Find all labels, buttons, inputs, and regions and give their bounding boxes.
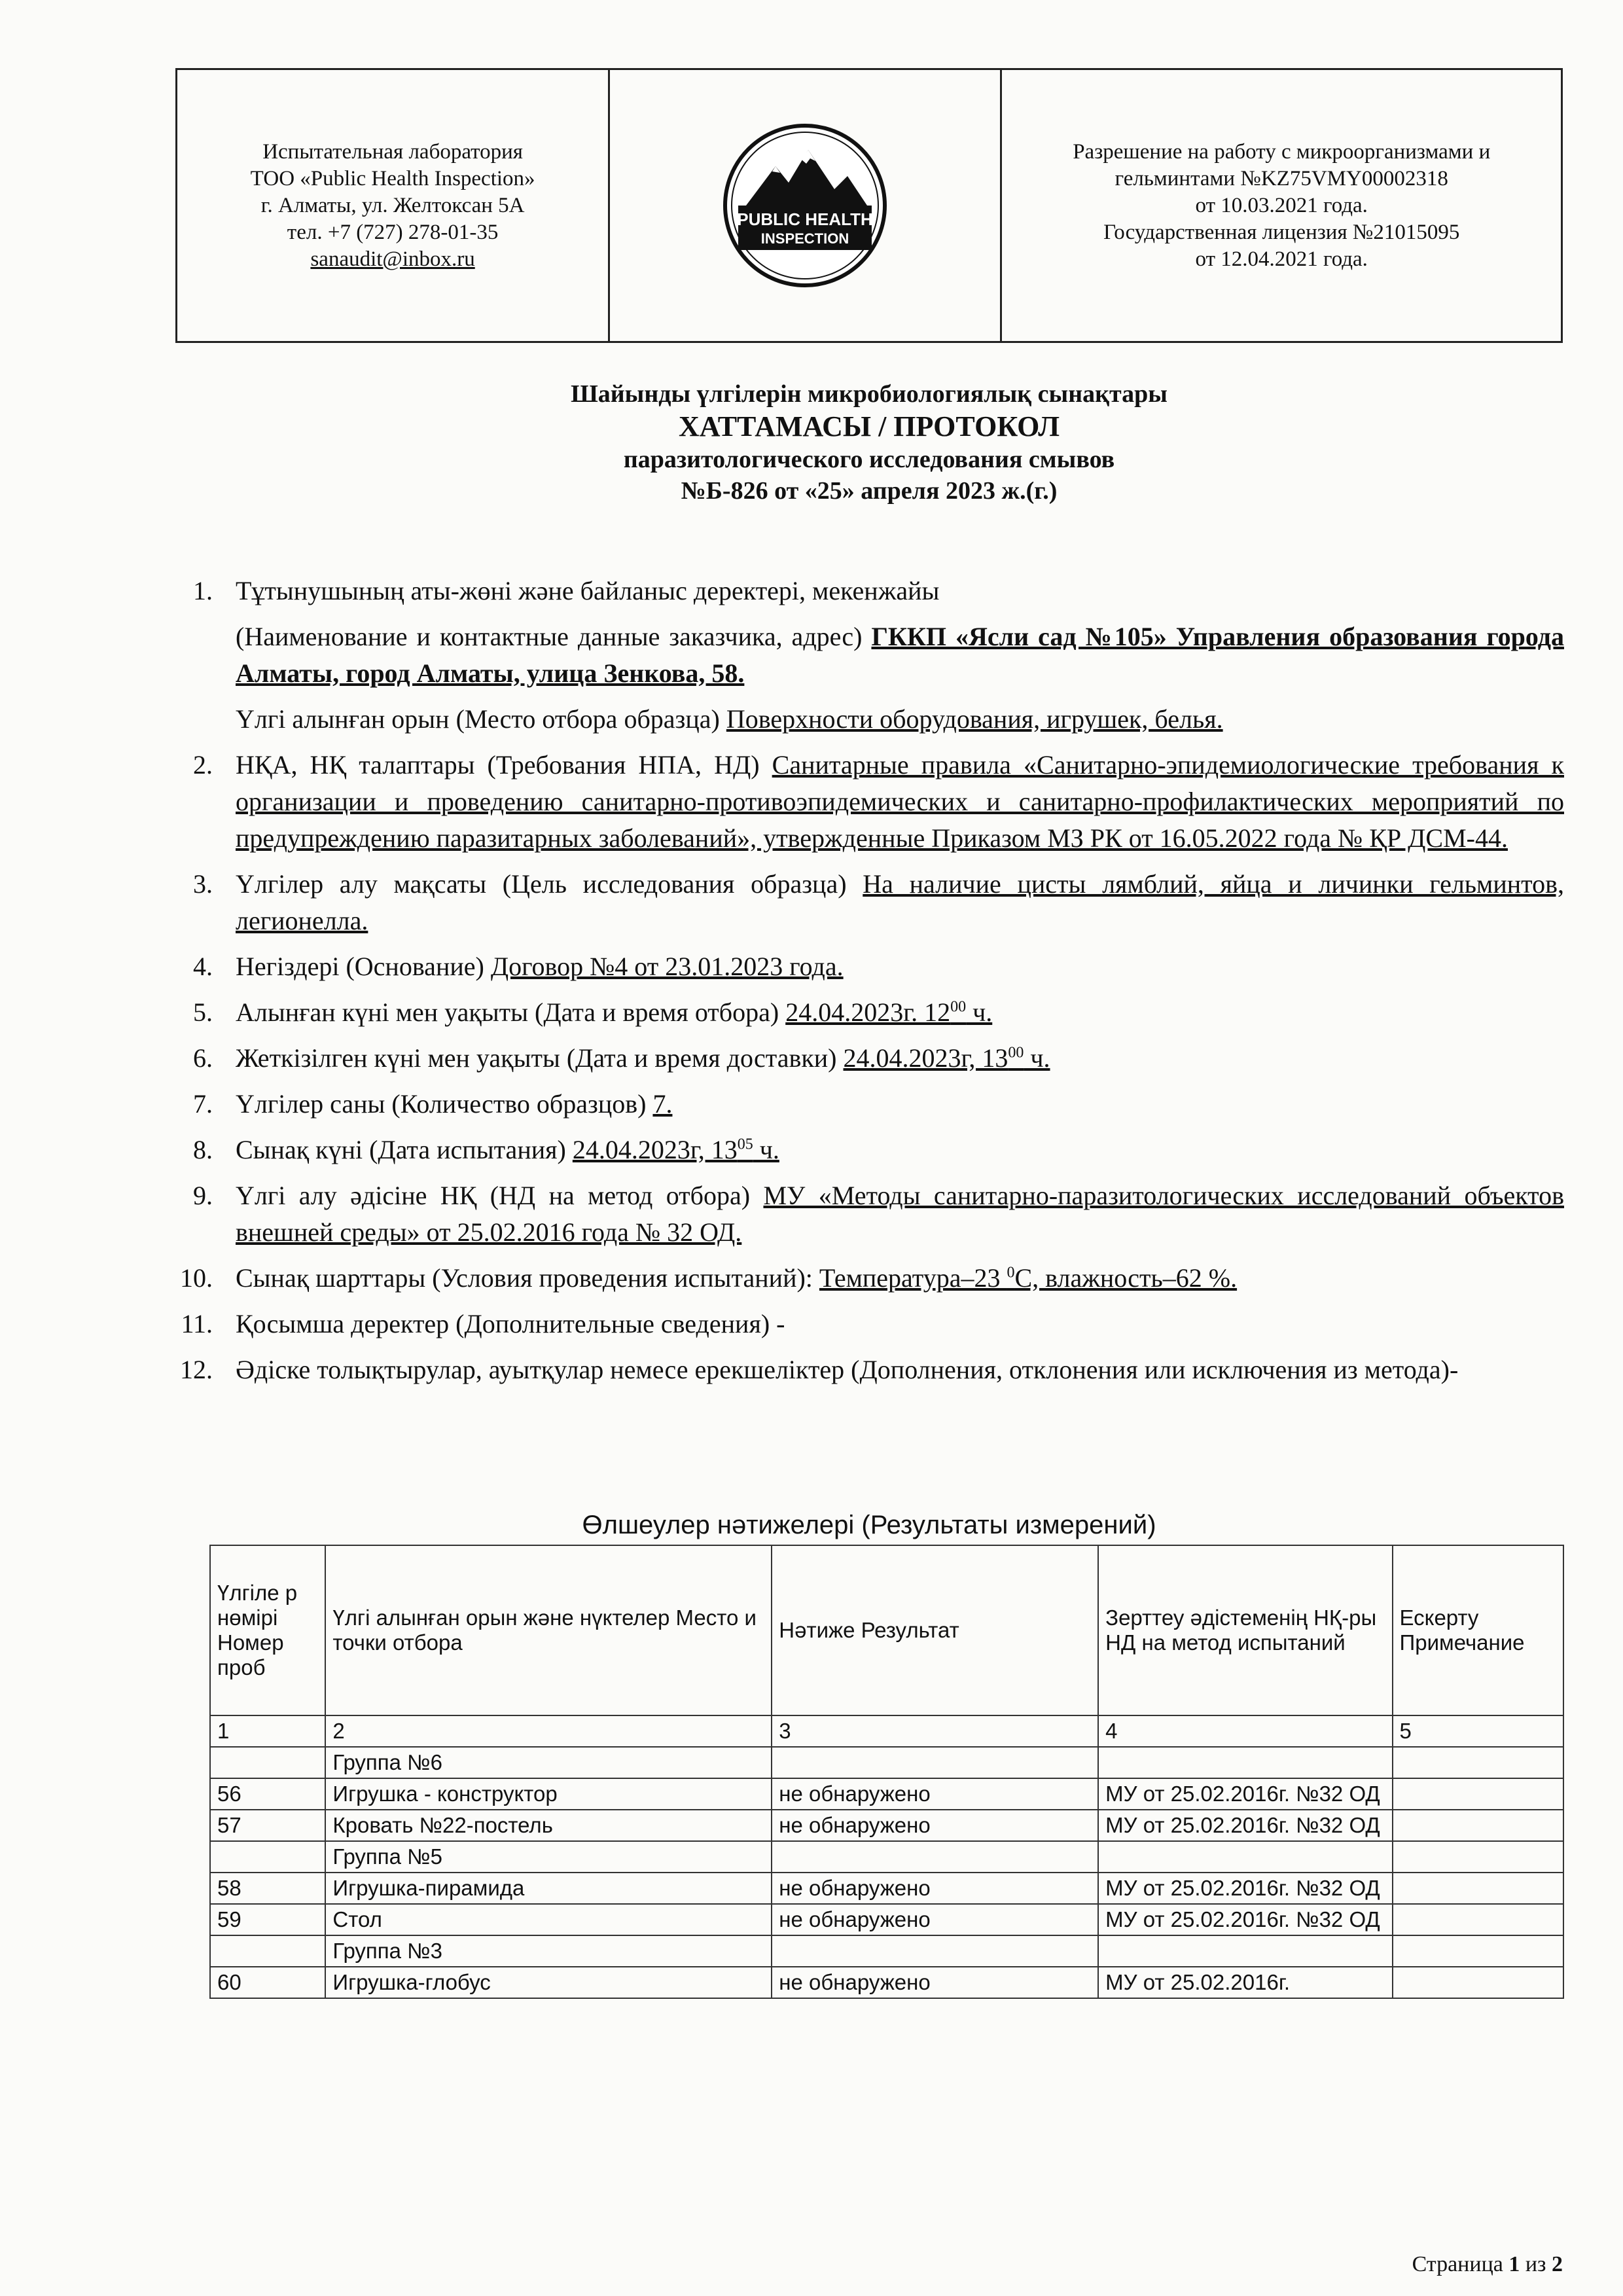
table-row xyxy=(210,1778,1563,1810)
lab-line: тел. +7 (727) 278-01-35 xyxy=(287,220,499,244)
result-value xyxy=(772,1935,1098,1967)
title-subject: паразитологического исследования смывов xyxy=(623,446,1115,473)
result-value: не обнаружено xyxy=(772,1967,1098,1998)
permit-line: Разрешение на работу с микроорганизмами и xyxy=(1073,139,1491,164)
item-number: 7. xyxy=(193,1089,213,1119)
item-purpose xyxy=(193,866,1564,939)
item-delivery-date xyxy=(193,1040,1564,1077)
sampling-place: Игрушка-глобус xyxy=(325,1967,772,1998)
sampling-place: Группа №3 xyxy=(325,1935,772,1967)
lab-info xyxy=(177,69,609,342)
header-sampling-place: Үлгі алынған орын және нүктелер Место и точки отбора xyxy=(325,1545,772,1715)
sample-number: 57 xyxy=(210,1810,325,1841)
table-row xyxy=(210,1873,1563,1904)
item-label: Үлгі алынған орын (Место отбора образца) xyxy=(236,704,726,734)
sample-number xyxy=(210,1935,325,1967)
sampling-method-value: МУ «Методы санитарно-паразитологических исследований объектов внешней среды» от 25.02.2016 года № 32 ОД. xyxy=(236,1181,1564,1247)
email-link[interactable]: sanaudit@inbox.ru xyxy=(310,247,475,271)
item-number: 10. xyxy=(180,1263,213,1293)
sampling-place xyxy=(196,701,1564,738)
table-row xyxy=(210,1904,1563,1935)
item-number: 8. xyxy=(193,1135,213,1164)
permit-line: Государственная лицензия №21015095 xyxy=(1103,220,1460,244)
test-date-value: 24.04.2023г, 13 xyxy=(572,1135,738,1164)
method-value: МУ от 25.02.2016г. №32 ОД xyxy=(1098,1778,1392,1810)
lab-line: г. Алматы, ул. Желтоксан 5А xyxy=(260,193,525,217)
item-test-date xyxy=(193,1132,1564,1168)
sample-number xyxy=(210,1841,325,1873)
item-basis xyxy=(193,948,1564,985)
time-unit: ч. xyxy=(1024,1043,1050,1073)
item-customer xyxy=(193,573,1564,609)
item-label: Жеткізілген күні мен уақыты (Дата и время доставки) xyxy=(236,1043,844,1073)
item-number: 11. xyxy=(181,1309,213,1338)
index-cell: 2 xyxy=(325,1715,772,1747)
method-value: МУ от 25.02.2016г. №32 ОД xyxy=(1098,1904,1392,1935)
page-label: Страница xyxy=(1412,2252,1509,2276)
title-protocol: ХАТТАМАСЫ / ПРОТОКОЛ xyxy=(679,410,1060,442)
permit-line: от 12.04.2021 года. xyxy=(1195,247,1368,271)
results-index-row xyxy=(210,1715,1563,1747)
index-cell: 5 xyxy=(1393,1715,1564,1747)
method-value xyxy=(1098,1935,1392,1967)
sample-number: 59 xyxy=(210,1904,325,1935)
requirements-value: Санитарные правила «Санитарно-эпидемиологические требования к организации и проведению санитарно-противоэпидемических и санитарно-профилактических мероприятий по предупреждению паразитарных заболеваний», утвержденные Приказом МЗ РК от 16.05.2022 года № ҚР ДСМ-44. xyxy=(236,750,1564,853)
logo-text-line1: PUBLIC HEALTH xyxy=(737,209,874,229)
item-sampling-date xyxy=(193,994,1564,1031)
item-sample-count xyxy=(193,1086,1564,1122)
index-cell: 1 xyxy=(210,1715,325,1747)
result-value: не обнаружено xyxy=(772,1810,1098,1841)
permit-line: от 10.03.2021 года. xyxy=(1195,193,1368,217)
sampling-place: Игрушка - конструктор xyxy=(325,1778,772,1810)
temperature-value: Температура–23 xyxy=(819,1263,1007,1293)
item-label: Сынақ күні (Дата испытания) xyxy=(236,1135,573,1164)
lab-line: Испытательная лаборатория xyxy=(262,139,523,164)
group-row xyxy=(210,1747,1563,1778)
sampling-place: Кровать №22-постель xyxy=(325,1810,772,1841)
index-cell: 4 xyxy=(1098,1715,1392,1747)
method-value: МУ от 25.02.2016г. №32 ОД xyxy=(1098,1873,1392,1904)
item-label: НҚА, НҚ талаптары (Требования НПА, НД) xyxy=(236,750,772,780)
time-unit: ч. xyxy=(966,997,993,1027)
note-value xyxy=(1393,1935,1564,1967)
results-header-row xyxy=(210,1545,1563,1715)
time-minutes: 05 xyxy=(737,1136,753,1153)
header-sample-number: Үлгіле р нөмірі Номер проб xyxy=(210,1545,325,1715)
item-label: Әдіске толықтырулар, ауытқулар немесе ерекшеліктер (Дополнения, отклонения или исключения из метода)- xyxy=(236,1355,1459,1384)
method-value: МУ от 25.02.2016г. №32 ОД xyxy=(1098,1810,1392,1841)
page-current: 1 xyxy=(1508,2252,1520,2276)
item-label: Тұтынушының аты-жөні және байланыс деректері, мекенжайы xyxy=(236,576,940,605)
index-cell: 3 xyxy=(772,1715,1098,1747)
title-number-date: №Б-826 от «25» апреля 2023 ж.(г.) xyxy=(681,477,1058,505)
item-number: 12. xyxy=(180,1355,213,1384)
table-row xyxy=(210,1967,1563,1998)
sampling-place-value: Поверхности оборудования, игрушек, белья. xyxy=(726,704,1223,734)
sample-number: 60 xyxy=(210,1967,325,1998)
protocol-items xyxy=(180,573,1564,1397)
item-test-conditions xyxy=(180,1260,1564,1297)
item-label: Үлгілер алу мақсаты (Цель исследования образца) xyxy=(236,869,863,899)
header-note: Ескерту Примечание xyxy=(1393,1545,1564,1715)
sampling-place: Группа №5 xyxy=(325,1841,772,1873)
header-table xyxy=(175,68,1563,343)
humidity-value: С, влажность–62 %. xyxy=(1014,1263,1238,1293)
item-label: Негіздері (Основание) xyxy=(236,952,491,981)
item-number: 6. xyxy=(193,1043,213,1073)
item-number: 2. xyxy=(193,750,213,780)
permit-info xyxy=(1001,69,1562,342)
note-value xyxy=(1393,1904,1564,1935)
item-label: Қосымша деректер (Дополнительные сведения) - xyxy=(236,1309,785,1338)
item-number: 5. xyxy=(193,997,213,1027)
purpose-value: На наличие цисты лямблий, яйца и личинки гельминтов, легионелла. xyxy=(236,869,1564,935)
sampling-place: Группа №6 xyxy=(325,1747,772,1778)
result-value: не обнаружено xyxy=(772,1904,1098,1935)
results-caption: Өлшеулер нәтижелері (Результаты измерений) xyxy=(582,1511,1156,1539)
note-value xyxy=(1393,1778,1564,1810)
item-method-deviations xyxy=(180,1352,1564,1388)
result-value: не обнаружено xyxy=(772,1778,1098,1810)
note-value xyxy=(1393,1841,1564,1873)
result-value: не обнаружено xyxy=(772,1873,1098,1904)
sample-number xyxy=(210,1747,325,1778)
note-value xyxy=(1393,1873,1564,1904)
logo-cell xyxy=(609,69,1001,342)
customer-value: ГККП «Ясли сад №105» Управления образования города Алматы, город Алматы, улица Зенкова, 58. xyxy=(236,622,1564,688)
item-label: Үлгі алу әдісіне НҚ (НД на метод отбора) xyxy=(236,1181,764,1210)
header-method: Зерттеу әдістеменің НҚ-ры НД на метод испытаний xyxy=(1098,1545,1392,1715)
item-label: Сынақ шарттары (Условия проведения испытаний): xyxy=(236,1263,819,1293)
item-number: 1. xyxy=(193,576,213,605)
method-value xyxy=(1098,1841,1392,1873)
title-line-kz: Шайынды үлгілерін микробиологиялық сынақтары xyxy=(571,380,1168,408)
note-value xyxy=(1393,1967,1564,1998)
result-value xyxy=(772,1747,1098,1778)
item-number: 9. xyxy=(193,1181,213,1210)
item-number: 4. xyxy=(193,952,213,981)
basis-value: Договор №4 от 23.01.2023 года. xyxy=(490,952,844,981)
group-row xyxy=(210,1841,1563,1873)
group-row xyxy=(210,1935,1563,1967)
logo-text-line2: INSPECTION xyxy=(761,230,849,247)
page-separator: из xyxy=(1520,2252,1552,2276)
delivery-date-value: 24.04.2023г, 13 xyxy=(843,1043,1008,1073)
document-title xyxy=(175,378,1563,507)
result-value xyxy=(772,1841,1098,1873)
method-value xyxy=(1098,1747,1392,1778)
item-requirements xyxy=(193,747,1564,857)
sample-number: 58 xyxy=(210,1873,325,1904)
table-row xyxy=(210,1810,1563,1841)
sampling-place: Стол xyxy=(325,1904,772,1935)
item-number: 3. xyxy=(193,869,213,899)
degree-sign: 0 xyxy=(1007,1264,1015,1282)
note-value xyxy=(1393,1810,1564,1841)
time-unit: ч. xyxy=(753,1135,779,1164)
sampling-place: Игрушка-пирамида xyxy=(325,1873,772,1904)
item-label: (Наименование и контактные данные заказчика, адрес) xyxy=(236,622,872,651)
sample-number: 56 xyxy=(210,1778,325,1810)
sampling-date-value: 24.04.2023г. 12 xyxy=(785,997,951,1027)
page-total: 2 xyxy=(1552,2252,1563,2276)
note-value xyxy=(1393,1747,1564,1778)
sample-count-value: 7. xyxy=(652,1089,673,1119)
item-label: Үлгілер саны (Количество образцов) xyxy=(236,1089,653,1119)
time-minutes: 00 xyxy=(1008,1044,1024,1062)
item-label: Алынған күні мен уақыты (Дата и время отбора) xyxy=(236,997,786,1027)
header-result: Нәтиже Результат xyxy=(772,1545,1098,1715)
lab-line: ТОО «Public Health Inspection» xyxy=(250,166,535,190)
item-additional-info xyxy=(181,1306,1564,1342)
item-sampling-method xyxy=(193,1177,1564,1251)
time-minutes: 00 xyxy=(950,998,967,1016)
method-value: МУ от 25.02.2016г. xyxy=(1098,1967,1392,1998)
results-table xyxy=(209,1545,1564,1999)
permit-line: гельминтами №KZ75VMY00002318 xyxy=(1115,166,1448,190)
mountain-logo-icon xyxy=(720,120,890,291)
page-number xyxy=(1412,2251,1563,2278)
customer-details xyxy=(196,619,1564,692)
